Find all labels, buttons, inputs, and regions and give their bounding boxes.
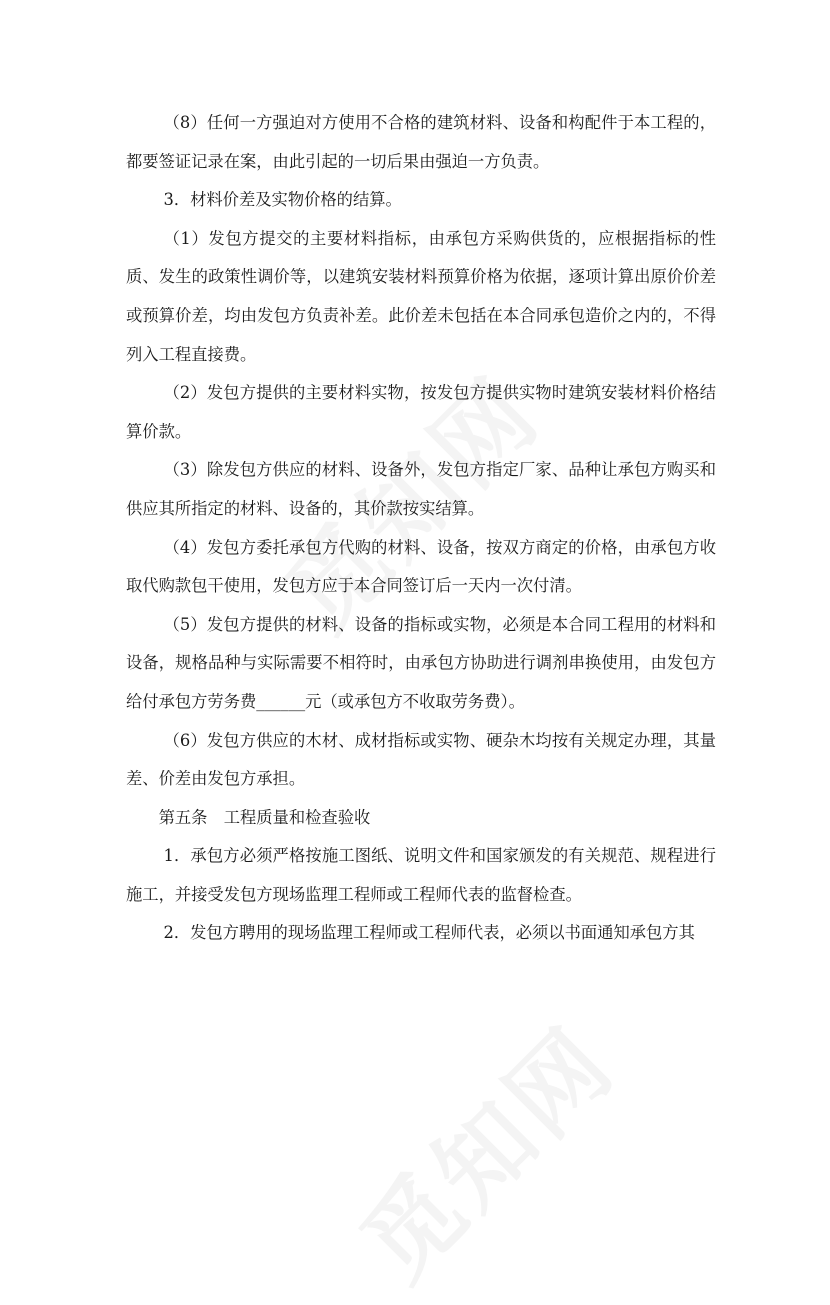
paragraph-item-5: （5）发包方提供的材料、设备的指标或实物，必须是本合同工程用的材料和设备，规格品种与实际需要不相符时，由承包方协助进行调剂串换使用，由发包方给付承包方劳务费______元（或承包方不收取劳务费）。	[126, 614, 716, 711]
section-heading-material-price: 3．材料价差及实物价格的结算。	[163, 190, 402, 210]
paragraph-clause-8: （8）任何一方强迫对方使用不合格的建筑材料、设备和构配件于本工程的，都要签证记录在案，由此引起的一切后果由强迫一方负责。	[126, 113, 716, 171]
paragraph-item-6: （6）发包方供应的木材、成材指标或实物、硬杂木均按有关规定办理，其量差、价差由发包方承担。	[126, 730, 716, 789]
paragraph-item-4: （4）发包方委托承包方代购的材料、设备，按双方商定的价格，由承包方收取代购款包干使用，发包方应于本合同签订后一天内一次付清。	[126, 537, 716, 596]
document-body	[126, 104, 716, 953]
paragraph-item-2: （2）发包方提供的主要材料实物，按发包方提供实物时建筑安装材料价格结算价款。	[126, 383, 716, 441]
paragraph-quality-2: 2．发包方聘用的现场监理工程师或工程师代表，必须以书面通知承包方其	[163, 923, 695, 943]
watermark	[326, 992, 639, 1305]
paragraph-item-3: （3）除发包方供应的材料、设备外，发包方指定厂家、品种让承包方购买和供应其所指定的材料、设备的，其价款按实结算。	[126, 460, 716, 518]
article-heading-quality: 第五条 工程质量和检查验收	[158, 807, 371, 827]
paragraph-item-1: （1）发包方提交的主要材料指标，由承包方采购供货的，应根据指标的性质、发生的政策性调价等，以建筑安装材料预算价格为依据，逐项计算出原价价差或预算价差，均由发包方负责补差。此价差未包括在本合同承包造价之内的，不得列入工程直接费。	[126, 228, 716, 364]
paragraph-quality-1: 1．承包方必须严格按施工图纸、说明文件和国家颁发的有关规范、规程进行施工，并接受发包方现场监理工程师或工程师代表的监督检查。	[126, 846, 716, 904]
